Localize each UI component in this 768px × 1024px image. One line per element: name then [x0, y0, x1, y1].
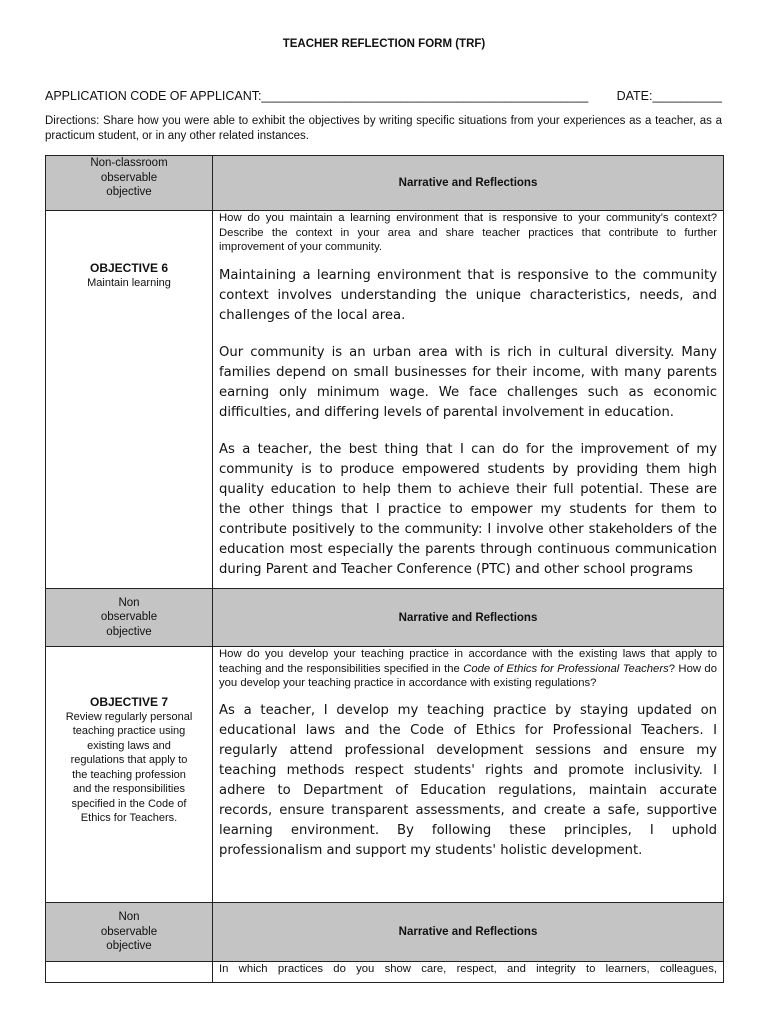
guide-question: How do you maintain a learning environment that is responsive to your community's context? Describe the context in your area and share teacher practices that contribute to further improvement of your community.: [219, 212, 717, 253]
objective-title: OBJECTIVE 6: [89, 261, 169, 275]
objective-cell: [46, 962, 213, 983]
objective-title: OBJECTIVE 7: [89, 695, 169, 709]
narrative-header: Narrative and Reflections: [213, 903, 724, 962]
reflection-table: [45, 155, 724, 983]
objective-description: Review regularly personal teaching practice using existing laws and regulations that apply to the teaching profession and the responsibilities specified in the Code of Ethics for Teachers.: [65, 710, 193, 824]
objective-row: [46, 211, 724, 589]
narrative-header: Narrative and Reflections: [213, 156, 724, 211]
narrative-paragraph: As a teacher, I develop my teaching practice by staying updated on educational laws and the Code of Ethics for Professional Teachers. I regularly attend professional development sessions and ensure my teaching methods respect students' rights and promote inclusivity. I adhere to Department of Education regulations, maintain accurate records, ensure transparent assessments, and create a safe, supportive learning environment. By following these principles, I uphold professionalism and support my students' holistic development.: [219, 702, 717, 858]
objective-row: [46, 962, 724, 983]
narrative-paragraph: As a teacher, the best thing that I can do for the improvement of my community is to produce empowered students by providing them high quality education to help them to achieve their full potential. These are the other things that I practice to empower my students for them to contribute positively to the community: I involve other stakeholders of the education most especially the parents through continuous communication during Parent and Teacher Conference (PTC) and other school programs: [219, 441, 717, 577]
form-title: TEACHER REFLECTION FORM (TRF): [282, 38, 486, 50]
date-field[interactable]: DATE:__________: [616, 89, 722, 103]
narrative-paragraph: Maintaining a learning environment that is responsive to the community context involves understanding the unique characteristics, needs, and challenges of the local area.: [219, 267, 717, 323]
narrative-cell[interactable]: [213, 962, 724, 983]
narrative-cell[interactable]: [213, 211, 724, 589]
objective-row: [46, 647, 724, 903]
objective-type-label: Non observable objective: [46, 589, 213, 647]
guide-question: How do you develop your teaching practice in accordance with the existing laws that apply to teaching and the responsibilities specified in the Code of Ethics for Professional Teachers? How do you develop your teaching practice in accordance with existing regulations?: [219, 648, 717, 689]
objective-cell: [46, 211, 213, 589]
directions-text: Directions: Share how you were able to exhibit the objectives by writing specific situations from your experiences as a teacher, as a practicum student, or in any other related instances.: [45, 115, 722, 142]
narrative-paragraph: Our community is an urban area with is rich in cultural diversity. Many families depend on small businesses for their income, with many parents earning only minimum wage. We face challenges such as economic difficulties, and differing levels of parental involvement in education.: [219, 344, 717, 420]
objective-cell: [46, 647, 213, 903]
narrative-header: Narrative and Reflections: [213, 589, 724, 647]
objective-description: Maintain learning: [87, 276, 171, 289]
application-line: [45, 89, 722, 103]
application-code-field[interactable]: APPLICATION CODE OF APPLICANT:_______________________________________________: [45, 89, 589, 103]
section-header-row: [46, 589, 724, 647]
section-header-row: [46, 903, 724, 962]
objective-type-label: Non-classroom observable objective: [46, 156, 213, 211]
section-header-row: [46, 156, 724, 211]
narrative-cell[interactable]: [213, 647, 724, 903]
objective-type-label: Non observable objective: [46, 903, 213, 962]
guide-question: In which practices do you show care, respect, and integrity to learners, colleagues,: [219, 963, 717, 975]
